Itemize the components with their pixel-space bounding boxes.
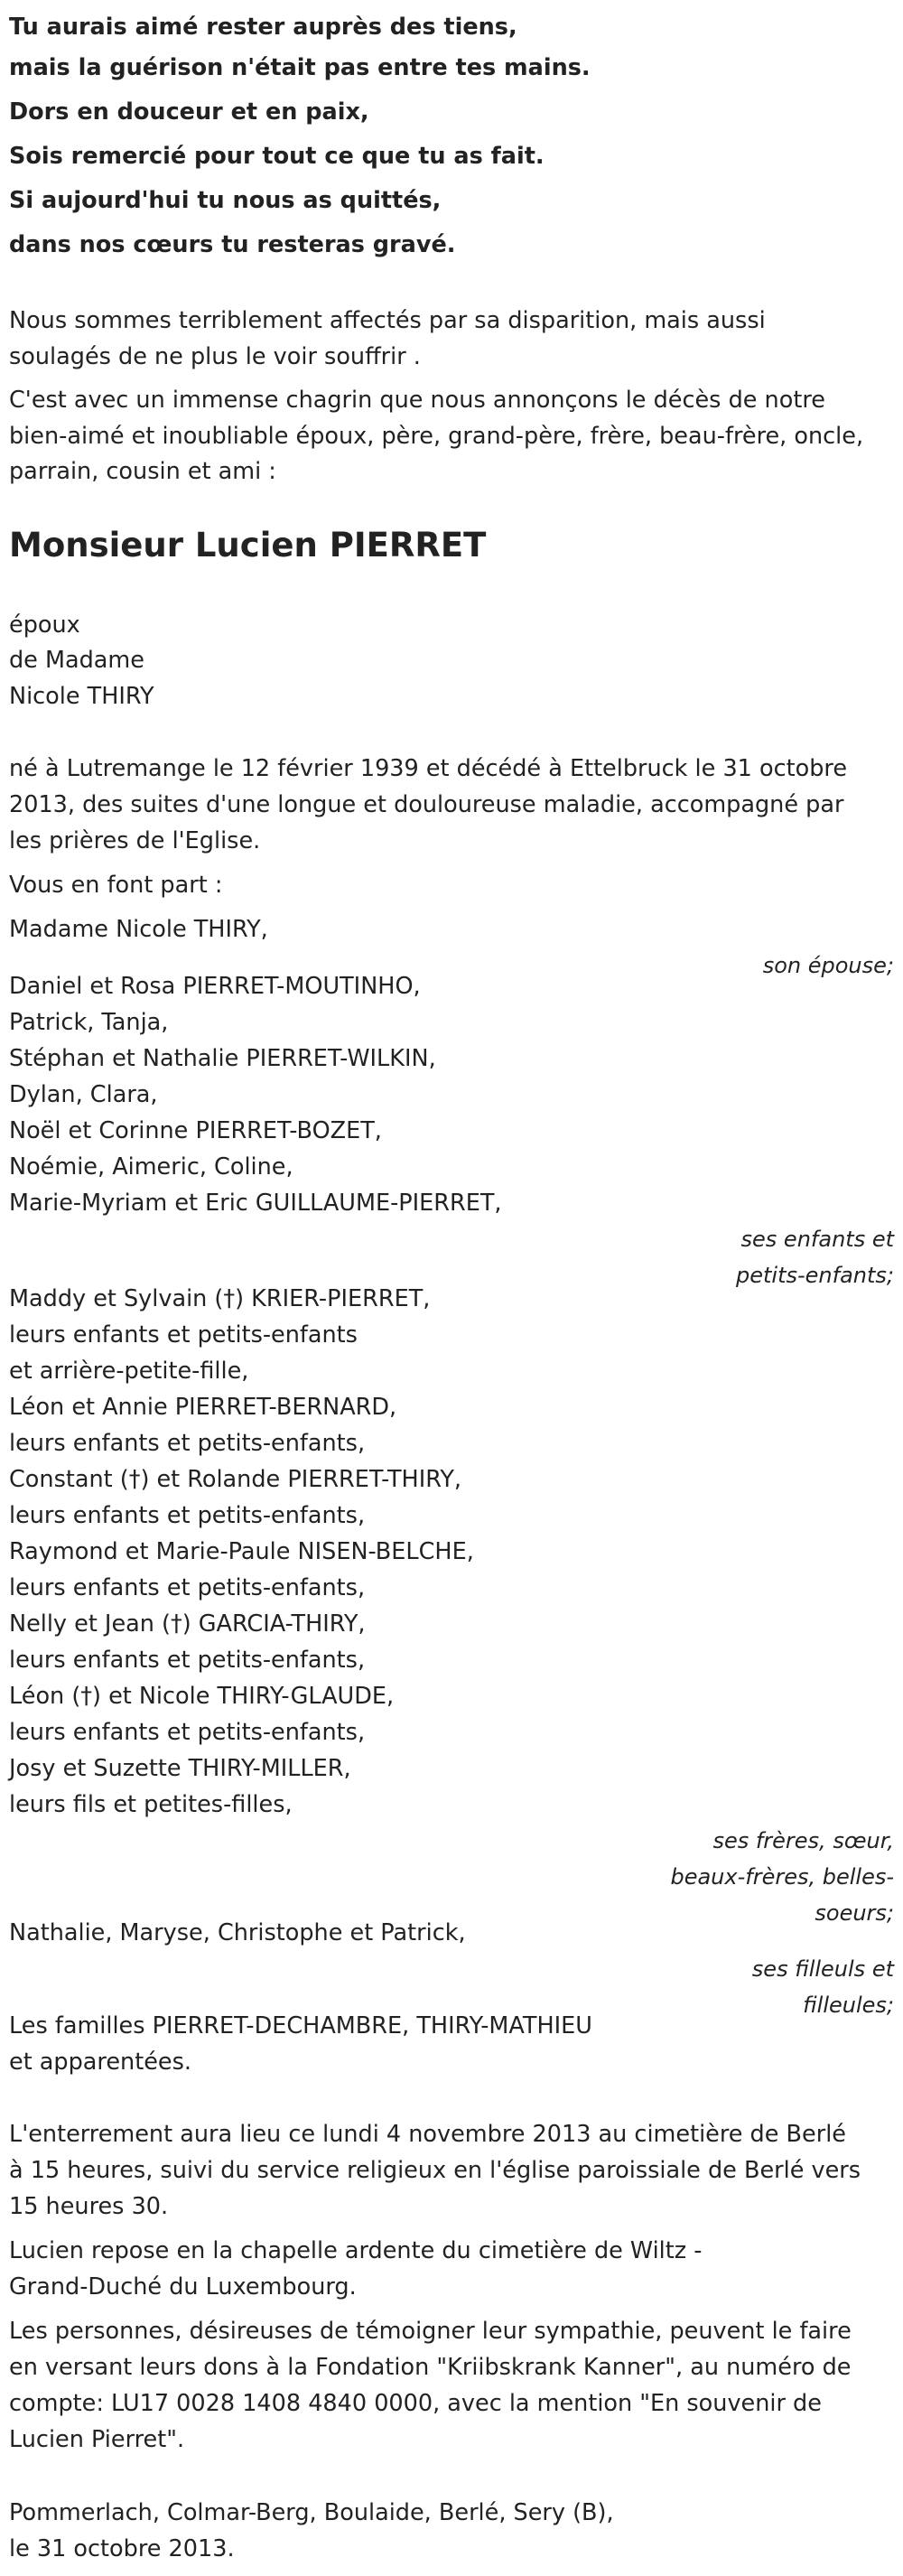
family-line: Noël et Corinne PIERRET-BOZET, [9, 1117, 382, 1144]
text-line: né à Lutremange le 12 février 1939 et décédé à Ettelbruck le 31 octobre [9, 755, 848, 782]
text-line: en versant leurs dons à la Fondation "Kriibskrank Kanner", au numéro de [9, 2354, 852, 2381]
text-line: bien-aimé et inoubliable époux, père, grand-père, frère, beau-frère, oncle, [9, 423, 864, 450]
family-line: Daniel et Rosa PIERRET-MOUTINHO, [9, 973, 421, 1000]
relation-label: beaux-frères, belles- [670, 1864, 894, 1890]
relation-label: filleules; [803, 1993, 894, 2018]
relation-label: son épouse; [762, 953, 894, 978]
family-line: Josy et Suzette THIRY-MILLER, [9, 1755, 351, 1782]
family-line: leurs enfants et petits-enfants, [9, 1574, 366, 1601]
relation-label: petits-enfants; [736, 1263, 894, 1288]
text-line: compte: LU17 0028 1408 4840 0000, avec la mention "En souvenir de [9, 2390, 822, 2417]
text-line: les prières de l'Eglise. [9, 827, 261, 854]
poem-line: Si aujourd'hui tu nous as quittés, [9, 187, 442, 214]
family-line: et arrière-petite-fille, [9, 1358, 249, 1385]
relation-label: ses frères, sœur, [712, 1828, 894, 1853]
poem-line: Dors en douceur et en paix, [9, 98, 369, 126]
text-line: à 15 heures, suivi du service religieux en l'église paroissiale de Berlé vers [9, 2157, 861, 2184]
text-line: L'enterrement aura lieu ce lundi 4 novembre 2013 au cimetière de Berlé [9, 2121, 846, 2148]
family-line: leurs enfants et petits-enfants, [9, 1719, 366, 1746]
family-line: Noémie, Aimeric, Coline, [9, 1153, 293, 1181]
relation-label: ses enfants et [740, 1227, 894, 1252]
relation-label: soeurs; [815, 1900, 894, 1926]
family-line: Dylan, Clara, [9, 1081, 158, 1108]
text-line: Lucien repose en la chapelle ardente du cimetière de Wiltz - [9, 2237, 703, 2264]
text-line: C'est avec un immense chagrin que nous annonçons le décès de notre [9, 387, 825, 414]
family-line: Stéphan et Nathalie PIERRET-WILKIN, [9, 1045, 436, 1072]
text-line: et apparentées. [9, 2049, 191, 2076]
family-line: Nelly et Jean (†) GARCIA-THIRY, [9, 1610, 366, 1638]
family-line: Madame Nicole THIRY, [9, 916, 268, 943]
text-line: Les familles PIERRET-DECHAMBRE, THIRY-MATHIEU [9, 2012, 592, 2039]
text-line: Nicole THIRY [9, 683, 154, 710]
family-line: Marie-Myriam et Eric GUILLAUME-PIERRET, [9, 1190, 502, 1217]
relation-label: ses filleuls et [751, 1956, 894, 1982]
family-line: Constant (†) et Rolande PIERRET-THIRY, [9, 1466, 462, 1493]
text-line: Grand-Duché du Luxembourg. [9, 2273, 357, 2301]
text-line: Pommerlach, Colmar-Berg, Boulaide, Berlé, Sery (B), [9, 2499, 614, 2526]
text-line: de Madame [9, 647, 144, 674]
poem-line: Tu aurais aimé rester auprès des tiens, [9, 14, 517, 41]
poem-line: Sois remercié pour tout ce que tu as fait. [9, 143, 545, 170]
deceased-name: Monsieur Lucien PIERRET [9, 526, 487, 565]
family-line: Patrick, Tanja, [9, 1009, 169, 1036]
text-line: époux [9, 611, 80, 639]
announce-line: Vous en font part : [9, 872, 223, 899]
poem-line: dans nos cœurs tu resteras gravé. [9, 231, 456, 258]
text-line: Lucien Pierret". [9, 2426, 185, 2453]
text-line: soulagés de ne plus le voir souffrir . [9, 343, 421, 370]
text-line: 15 heures 30. [9, 2193, 169, 2220]
family-line: Maddy et Sylvain (†) KRIER-PIERRET, [9, 1285, 431, 1312]
family-line: Raymond et Marie-Paule NISEN-BELCHE, [9, 1538, 474, 1565]
text-line: le 31 octobre 2013. [9, 2535, 235, 2562]
family-line: leurs enfants et petits-enfants, [9, 1502, 366, 1529]
family-line: leurs enfants et petits-enfants [9, 1321, 358, 1349]
text-line: Les personnes, désireuses de témoigner leur sympathie, peuvent le faire [9, 2318, 852, 2345]
family-line: Nathalie, Maryse, Christophe et Patrick, [9, 1919, 466, 1946]
family-line: leurs enfants et petits-enfants, [9, 1647, 366, 1674]
family-line: Léon (†) et Nicole THIRY-GLAUDE, [9, 1683, 395, 1710]
family-line: leurs enfants et petits-enfants, [9, 1430, 366, 1457]
text-line: parrain, cousin et ami : [9, 458, 276, 485]
text-line: 2013, des suites d'une longue et douloureuse maladie, accompagné par [9, 791, 844, 818]
family-line: leurs fils et petites-filles, [9, 1791, 293, 1818]
poem-line: mais la guérison n'était pas entre tes mains. [9, 54, 591, 81]
text-line: Nous sommes terriblement affectés par sa disparition, mais aussi [9, 307, 766, 334]
family-line: Léon et Annie PIERRET-BERNARD, [9, 1394, 397, 1421]
